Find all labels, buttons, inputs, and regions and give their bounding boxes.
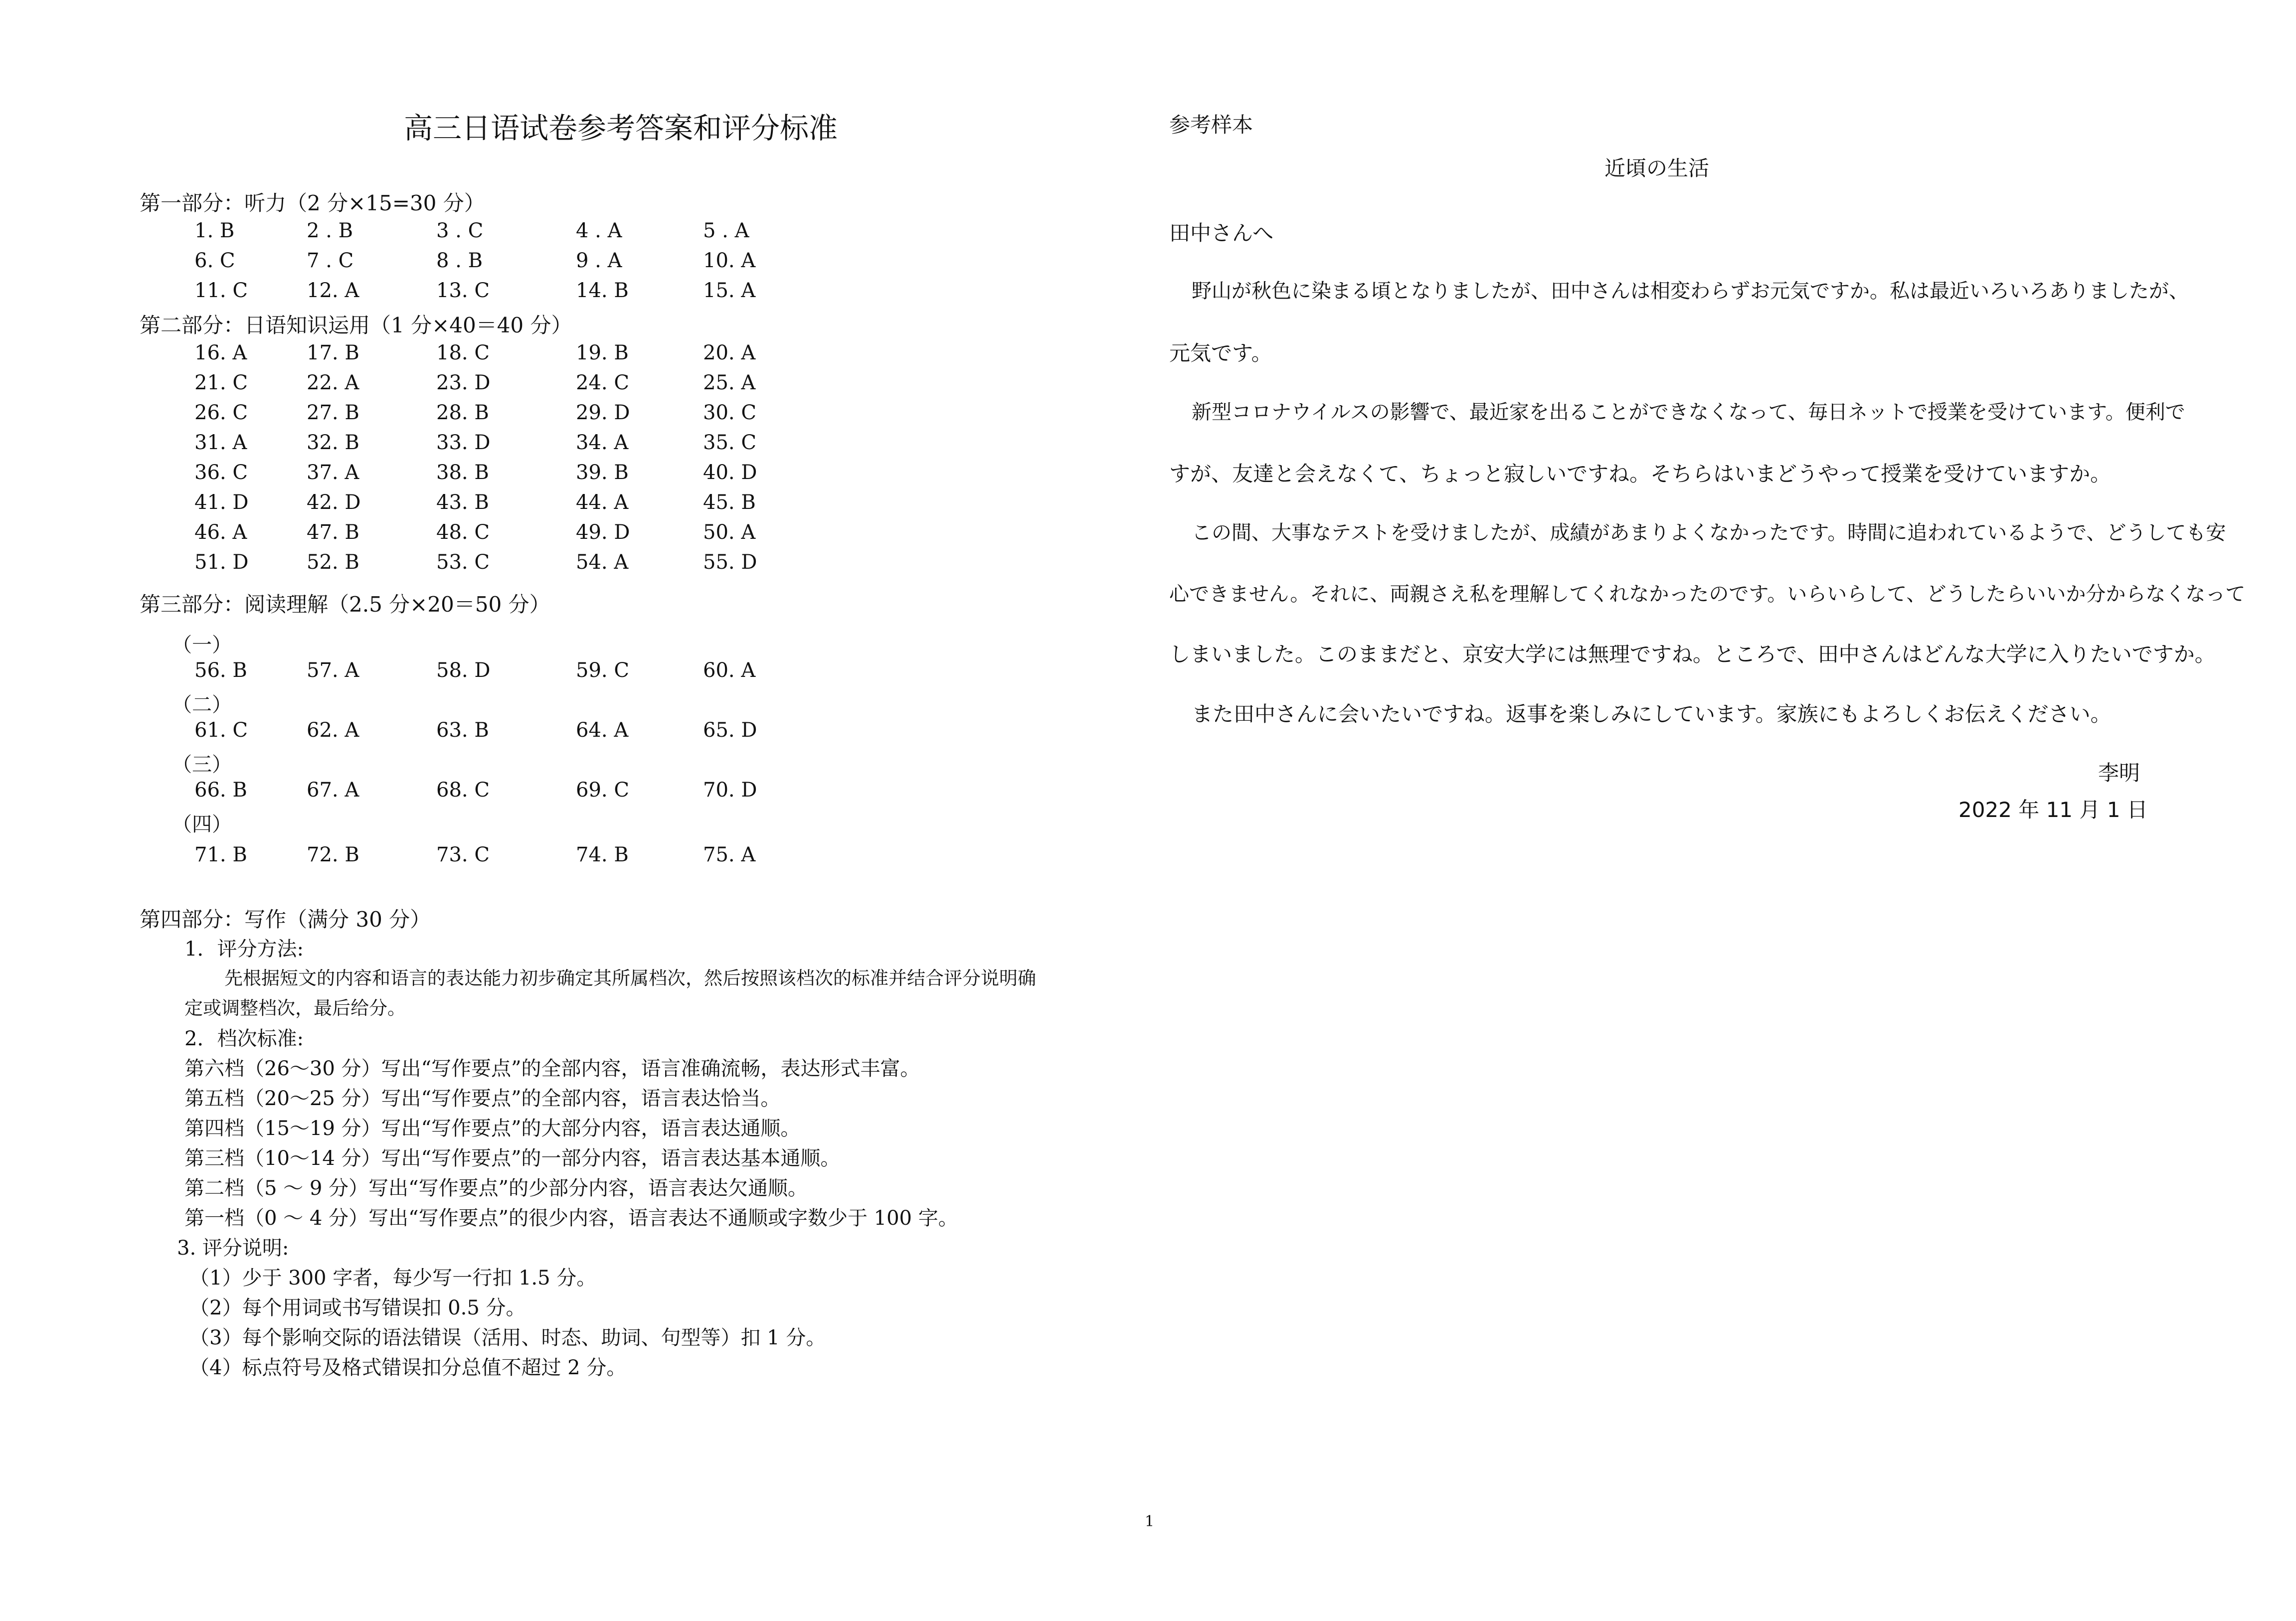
answer-item: 58. D xyxy=(436,659,491,682)
answer-item: 37. A xyxy=(307,461,359,484)
answer-item: 41. D xyxy=(194,491,249,514)
group-label: （四） xyxy=(172,813,232,836)
answer-item: 17. B xyxy=(307,341,359,364)
answer-item: 28. B xyxy=(436,401,489,424)
answer-item: 31. A xyxy=(194,431,247,454)
method-title: 1．评分方法: xyxy=(184,938,304,961)
answer-item: 24. C xyxy=(576,371,629,394)
level-item: 第四档（15～19 分）写出“写作要点”的大部分内容，语言表达通顺。 xyxy=(184,1117,801,1140)
answer-item: 40. D xyxy=(703,461,757,484)
salutation: 田中さんへ xyxy=(1169,221,1274,245)
answer-item: 47. B xyxy=(307,521,359,544)
answer-item: 67. A xyxy=(307,779,359,802)
answer-item: 66. B xyxy=(194,779,247,802)
answer-item: 25. A xyxy=(703,371,756,394)
answer-item: 8 . B xyxy=(436,249,483,272)
answer-item: 44. A xyxy=(576,491,629,514)
answer-item: 68. C xyxy=(436,779,490,802)
method-text: 定或调整档次，最后给分。 xyxy=(184,997,406,1019)
answer-item: 69. C xyxy=(576,779,629,802)
note-item: （4）标点符号及格式错误扣分总值不超过 2 分。 xyxy=(189,1356,627,1379)
answer-item: 15. A xyxy=(703,279,756,302)
note-item: （2）每个用词或书写错误扣 0.5 分。 xyxy=(189,1297,526,1319)
answer-item: 73. C xyxy=(436,843,490,866)
answer-item: 52. B xyxy=(307,551,359,574)
answer-item: 23. D xyxy=(436,371,491,394)
essay-line: 野山が秋色に染まる頃となりましたが、田中さんは相変わらずお元気ですか。私は最近いろいろありましたが、 xyxy=(1192,280,2189,303)
page-number: 1 xyxy=(1145,1513,1155,1530)
answer-item: 36. C xyxy=(194,461,248,484)
answer-item: 4 . A xyxy=(576,219,622,242)
answer-item: 39. B xyxy=(576,461,629,484)
answer-item: 65. D xyxy=(703,719,757,742)
answer-item: 64. A xyxy=(576,719,629,742)
answer-item: 56. B xyxy=(194,659,247,682)
answer-item: 12. A xyxy=(307,279,359,302)
answer-item: 30. C xyxy=(703,401,756,424)
answer-item: 38. B xyxy=(436,461,489,484)
answer-item: 51. D xyxy=(194,551,249,574)
answer-item: 55. D xyxy=(703,551,757,574)
answer-item: 43. B xyxy=(436,491,489,514)
level-item: 第六档（26～30 分）写出“写作要点”的全部内容，语言准确流畅，表达形式丰富。 xyxy=(184,1057,920,1080)
part1-heading: 第一部分：听力（2 分×15=30 分） xyxy=(140,191,485,215)
document-title: 高三日语试卷参考答案和评分标准 xyxy=(404,111,838,145)
essay-line: しまいました。このままだと、京安大学には無理ですね。ところで、田中さんはどんな大学に入りたいですか。 xyxy=(1169,642,2216,666)
answer-item: 74. B xyxy=(576,843,629,866)
level-item: 第三档（10～14 分）写出“写作要点”的一部分内容，语言表达基本通顺。 xyxy=(184,1147,841,1170)
essay-line: また田中さんに会いたいですね。返事を楽しみにしています。家族にもよろしくお伝えください。 xyxy=(1192,702,2112,726)
part4-heading: 第四部分：写作（满分 30 分） xyxy=(140,907,431,932)
level-item: 第五档（20～25 分）写出“写作要点”的全部内容，语言表达恰当。 xyxy=(184,1087,781,1110)
answer-item: 49. D xyxy=(576,521,630,544)
essay-line: すが、友達と会えなくて、ちょっと寂しいですね。そちらはいまどうやって授業を受けていますか。 xyxy=(1169,462,2112,486)
answer-item: 62. A xyxy=(307,719,359,742)
answer-item: 20. A xyxy=(703,341,756,364)
answer-item: 46. A xyxy=(194,521,247,544)
answer-item: 21. C xyxy=(194,371,248,394)
answer-item: 34. A xyxy=(576,431,629,454)
answer-item: 29. D xyxy=(576,401,630,424)
group-label: （三） xyxy=(172,753,232,776)
sample-label: 参考样本 xyxy=(1169,113,1253,137)
group-label: （一） xyxy=(172,634,232,656)
answer-item: 32. B xyxy=(307,431,359,454)
group-label: （二） xyxy=(172,693,232,716)
answer-item: 61. C xyxy=(194,719,248,742)
essay-line: 元気です。 xyxy=(1169,341,1272,365)
answer-item: 14. B xyxy=(576,279,629,302)
note-item: （1）少于 300 字者，每少写一行扣 1.5 分。 xyxy=(189,1267,597,1290)
level-item: 第二档（5 ～ 9 分）写出“写作要点”的少部分内容，语言表达欠通顺。 xyxy=(184,1177,808,1200)
notes-title: 3. 评分说明: xyxy=(177,1237,289,1260)
answer-item: 33. D xyxy=(436,431,491,454)
answer-item: 75. A xyxy=(703,843,756,866)
answer-item: 63. B xyxy=(436,719,489,742)
answer-item: 10. A xyxy=(703,249,756,272)
answer-item: 35. C xyxy=(703,431,756,454)
part3-heading: 第三部分：阅读理解（2.5 分×20＝50 分） xyxy=(140,592,550,617)
essay-line: 心できません。それに、両親さえ私を理解してくれなかったのです。いらいらして、どうしたらいいか分からなくなって xyxy=(1169,583,2246,606)
method-text: 先根据短文的内容和语言的表达能力初步确定其所属档次，然后按照该档次的标准并结合评分说明确 xyxy=(224,968,1036,989)
answer-item: 59. C xyxy=(576,659,629,682)
answer-item: 19. B xyxy=(576,341,629,364)
levels-title: 2．档次标准: xyxy=(184,1027,304,1050)
letter-date: 2022 年 11 月 1 日 xyxy=(1958,798,2148,822)
answer-item: 50. A xyxy=(703,521,756,544)
level-item: 第一档（0 ～ 4 分）写出“写作要点”的很少内容，语言表达不通顺或字数少于 100 字。 xyxy=(184,1207,958,1230)
answer-item: 60. A xyxy=(703,659,756,682)
essay-line: この間、大事なテストを受けましたが、成績があまりよくなかったです。時間に追われているようで、どうしても安 xyxy=(1192,521,2226,544)
answer-item: 48. C xyxy=(436,521,490,544)
essay-title: 近頃の生活 xyxy=(1604,156,1710,180)
answer-item: 13. C xyxy=(436,279,490,302)
answer-item: 16. A xyxy=(194,341,247,364)
answer-item: 1. B xyxy=(194,219,235,242)
answer-item: 27. B xyxy=(307,401,359,424)
answer-item: 72. B xyxy=(307,843,359,866)
answer-item: 18. C xyxy=(436,341,490,364)
answer-item: 5 . A xyxy=(703,219,749,242)
note-item: （3）每个影响交际的语法错误（活用、时态、助词、句型等）扣 1 分。 xyxy=(189,1326,826,1349)
answer-item: 7 . C xyxy=(307,249,354,272)
answer-item: 54. A xyxy=(576,551,629,574)
answer-item: 2 . B xyxy=(307,219,353,242)
answer-item: 22. A xyxy=(307,371,359,394)
answer-item: 11. C xyxy=(194,279,248,302)
answer-item: 57. A xyxy=(307,659,359,682)
answer-item: 70. D xyxy=(703,779,757,802)
answer-item: 45. B xyxy=(703,491,756,514)
answer-item: 53. C xyxy=(436,551,490,574)
answer-item: 3 . C xyxy=(436,219,484,242)
answer-item: 9 . A xyxy=(576,249,622,272)
answer-item: 42. D xyxy=(307,491,361,514)
signature: 李明 xyxy=(2098,761,2140,785)
answer-item: 71. B xyxy=(194,843,247,866)
essay-line: 新型コロナウイルスの影響で、最近家を出ることができなくなって、毎日ネットで授業を受けています。便利で xyxy=(1192,401,2185,424)
part2-heading: 第二部分：日语知识运用（1 分×40＝40 分） xyxy=(140,313,572,337)
answer-item: 26. C xyxy=(194,401,248,424)
answer-item: 6. C xyxy=(194,249,235,272)
